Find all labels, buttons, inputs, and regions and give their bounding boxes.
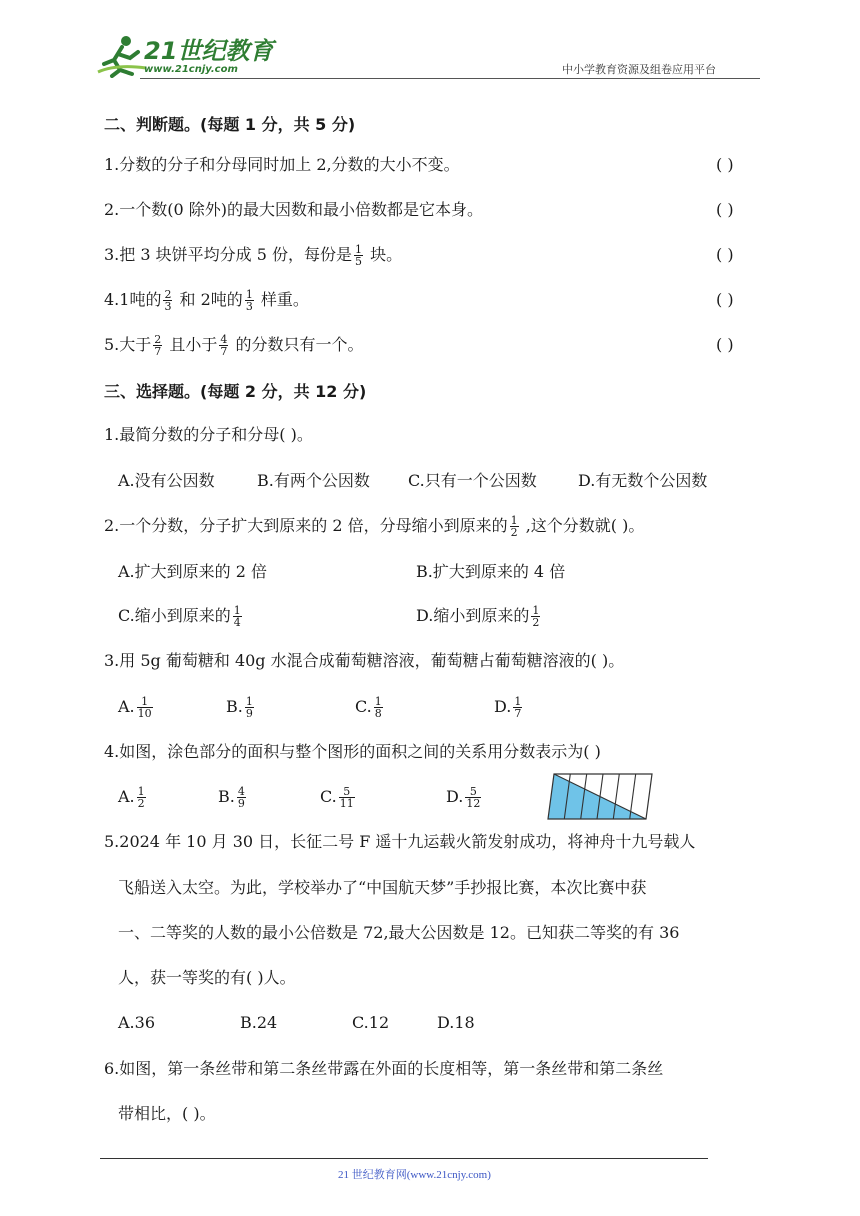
choice-q4-option-d[interactable]: D. $\frac{5}{12}$ <box>446 785 481 810</box>
fraction: $\frac{1}{9}$ <box>245 695 253 720</box>
choice-q1-option-a[interactable]: A.没有公因数 <box>118 471 215 490</box>
choice-q5-line3: 一、二等奖的人数的最小公倍数是 72,最大公因数是 12。已知获二等奖的有 36 <box>118 923 680 942</box>
fraction: $\frac{1}{2}$ <box>137 785 145 810</box>
choice-q5-option-d[interactable]: D.18 <box>437 1013 475 1032</box>
choice-q3-option-d[interactable]: D. $\frac{1}{7}$ <box>494 695 522 720</box>
fraction: $\frac{4}{9}$ <box>237 785 245 810</box>
judge-q4-answer[interactable]: ( ) <box>716 290 734 309</box>
logo-text: 21世纪教育 <box>144 37 274 65</box>
judge-q1: 1.分数的分子和分母同时加上 2,分数的大小不变。 <box>104 155 460 174</box>
fraction: $\frac{1}{7}$ <box>514 695 522 720</box>
choice-q1-option-b[interactable]: B.有两个公因数 <box>257 471 370 490</box>
choice-q5-option-a[interactable]: A.36 <box>118 1013 155 1032</box>
choice-q5-option-c[interactable]: C.12 <box>352 1013 390 1032</box>
header-rule <box>140 78 760 79</box>
section2-title: 二、判断题。(每题 1 分，共 5 分) <box>104 115 356 134</box>
choice-q6-line2: 带相比，( )。 <box>118 1104 216 1123</box>
fraction: $\frac{1}{2}$ <box>532 604 540 629</box>
footer-text: 21 世纪教育网(www.21cnjy.com) <box>338 1169 491 1181</box>
choice-q2-option-a[interactable]: A.扩大到原来的 2 倍 <box>118 562 267 581</box>
choice-q2-stem: 2.一个分数，分子扩大到原来的 2 倍，分母缩小到原来的 $\frac{1}{2}$ ,这个分数就( )。 <box>104 514 645 539</box>
judge-q2-answer[interactable]: ( ) <box>716 200 734 219</box>
fraction: $\frac{1}{2}$ <box>510 514 518 539</box>
section3-title: 三、选择题。(每题 2 分，共 12 分) <box>104 382 367 401</box>
footer-rule <box>100 1158 708 1159</box>
fraction: $\frac{4}{7}$ <box>220 333 228 358</box>
judge-q3: 3.把 3 块饼平均分成 5 份，每份是 $\frac{1}{5}$ 块。 <box>104 243 403 268</box>
choice-q1-stem: 1.最简分数的分子和分母( )。 <box>104 425 313 444</box>
choice-q4-option-a[interactable]: A. $\frac{1}{2}$ <box>118 785 145 810</box>
logo-runner-icon <box>96 34 148 78</box>
fraction: $\frac{2}{7}$ <box>154 333 162 358</box>
choice-q1-option-d[interactable]: D.有无数个公因数 <box>578 471 708 490</box>
logo-url: www.21cnjy.com <box>144 64 238 75</box>
choice-q4-option-b[interactable]: B. $\frac{4}{9}$ <box>218 785 245 810</box>
choice-q5-line2: 飞船送入太空。为此，学校举办了“中国航天梦”手抄报比赛，本次比赛中获 <box>118 878 647 897</box>
judge-q3-answer[interactable]: ( ) <box>716 245 734 264</box>
fraction: $\frac{1}{10}$ <box>137 695 152 720</box>
fraction: $\frac{1}{3}$ <box>245 288 253 313</box>
choice-q5-line4: 人，获一等奖的有( )人。 <box>118 968 296 987</box>
judge-q1-answer[interactable]: ( ) <box>716 155 734 174</box>
choice-q4-option-c[interactable]: C. $\frac{5}{11}$ <box>320 785 354 810</box>
judge-q4: 4.1吨的 $\frac{2}{3}$ 和 2吨的 $\frac{1}{3}$ 样重。 <box>104 288 309 313</box>
platform-name: 中小学教育资源及组卷应用平台 <box>562 63 716 76</box>
fraction: $\frac{5}{12}$ <box>466 785 481 810</box>
choice-q6-line1: 6.如图，第一条丝带和第二条丝带露在外面的长度相等，第一条丝带和第二条丝 <box>104 1059 664 1078</box>
fraction: $\frac{2}{3}$ <box>164 288 172 313</box>
judge-q5: 5.大于 $\frac{2}{7}$ 且小于 $\frac{4}{7}$ 的分数只有一个。 <box>104 333 364 358</box>
choice-q2-option-d[interactable]: D.缩小到原来的 $\frac{1}{2}$ <box>416 604 540 629</box>
fraction: $\frac{1}{8}$ <box>374 695 382 720</box>
parallelogram-figure <box>544 768 656 824</box>
choice-q1-option-c[interactable]: C.只有一个公因数 <box>408 471 537 490</box>
choice-q3-option-c[interactable]: C. $\frac{1}{8}$ <box>355 695 382 720</box>
fraction: $\frac{1}{5}$ <box>354 243 362 268</box>
judge-q2: 2.一个数(0 除外)的最大因数和最小倍数都是它本身。 <box>104 200 484 219</box>
fraction: $\frac{1}{4}$ <box>233 604 241 629</box>
choice-q3-option-b[interactable]: B. $\frac{1}{9}$ <box>226 695 253 720</box>
choice-q3-option-a[interactable]: A. $\frac{1}{10}$ <box>118 695 152 720</box>
choice-q5-option-b[interactable]: B.24 <box>240 1013 278 1032</box>
fraction: $\frac{5}{11}$ <box>339 785 354 810</box>
choice-q3-stem: 3.用 5g 葡萄糖和 40g 水混合成葡萄糖溶液，葡萄糖占葡萄糖溶液的( )。 <box>104 651 625 670</box>
choice-q2-option-b[interactable]: B.扩大到原来的 4 倍 <box>416 562 566 581</box>
choice-q5-line1: 5.2024 年 10 月 30 日，长征二号 F 遥十九运载火箭发射成功，将神舟十九号载人 <box>104 832 696 851</box>
choice-q4-stem: 4.如图，涂色部分的面积与整个图形的面积之间的关系用分数表示为( ) <box>104 742 601 761</box>
choice-q2-option-c[interactable]: C.缩小到原来的 $\frac{1}{4}$ <box>118 604 241 629</box>
judge-q5-answer[interactable]: ( ) <box>716 335 734 354</box>
